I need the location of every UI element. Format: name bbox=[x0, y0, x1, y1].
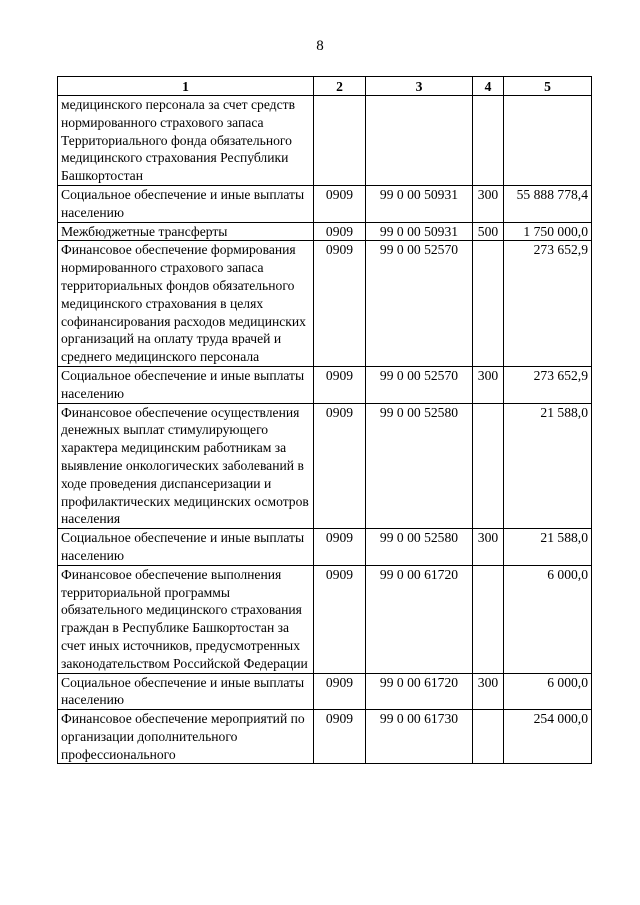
row-amount bbox=[504, 96, 592, 186]
row-section: 0909 bbox=[314, 673, 366, 710]
row-type: 300 bbox=[473, 529, 504, 566]
row-name: Межбюджетные трансферты bbox=[58, 222, 314, 241]
table-row bbox=[58, 529, 592, 566]
row-target: 99 0 00 61720 bbox=[366, 565, 473, 673]
row-amount: 21 588,0 bbox=[504, 403, 592, 529]
table-header-row bbox=[58, 77, 592, 96]
row-name: Социальное обеспечение и иные выплаты населению bbox=[58, 673, 314, 710]
row-name: Финансовое обеспечение осуществления денежных выплат стимулирующего характера медицинским работникам за выявление онкологических заболеваний в ходе проведения диспансеризации и профилактических медицинских осмотров населения bbox=[58, 403, 314, 529]
header-col-2: 2 bbox=[314, 77, 366, 96]
row-section: 0909 bbox=[314, 565, 366, 673]
row-type: 300 bbox=[473, 366, 504, 403]
row-target: 99 0 00 52570 bbox=[366, 366, 473, 403]
row-type: 300 bbox=[473, 673, 504, 710]
row-name: Социальное обеспечение и иные выплаты населению bbox=[58, 366, 314, 403]
row-target: 99 0 00 61720 bbox=[366, 673, 473, 710]
budget-table bbox=[57, 76, 592, 764]
row-target: 99 0 00 50931 bbox=[366, 222, 473, 241]
row-name: Финансовое обеспечение выполнения территориальной программы обязательного медицинского страхования граждан в Республике Башкортостан за счет иных источников, предусмотренных законодательством Российской Федерации bbox=[58, 565, 314, 673]
row-name: медицинского персонала за счет средств нормированного страхового запаса Территориального фонда обязательного медицинского страхования Республики Башкортостан bbox=[58, 96, 314, 186]
row-name: Социальное обеспечение и иные выплаты населению bbox=[58, 529, 314, 566]
row-section: 0909 bbox=[314, 241, 366, 367]
row-target: 99 0 00 52580 bbox=[366, 529, 473, 566]
table-row bbox=[58, 403, 592, 529]
row-amount: 55 888 778,4 bbox=[504, 185, 592, 222]
page-number: 8 bbox=[316, 38, 324, 54]
row-section: 0909 bbox=[314, 403, 366, 529]
row-amount: 273 652,9 bbox=[504, 366, 592, 403]
row-type bbox=[473, 710, 504, 764]
row-section: 0909 bbox=[314, 366, 366, 403]
row-section bbox=[314, 96, 366, 186]
row-amount: 273 652,9 bbox=[504, 241, 592, 367]
table-row bbox=[58, 96, 592, 186]
header-col-1: 1 bbox=[58, 77, 314, 96]
row-target: 99 0 00 50931 bbox=[366, 185, 473, 222]
table-row bbox=[58, 366, 592, 403]
row-name: Финансовое обеспечение мероприятий по организации дополнительного профессионального bbox=[58, 710, 314, 764]
row-amount: 6 000,0 bbox=[504, 565, 592, 673]
row-target: 99 0 00 52580 bbox=[366, 403, 473, 529]
row-type bbox=[473, 96, 504, 186]
row-target bbox=[366, 96, 473, 186]
row-type bbox=[473, 565, 504, 673]
row-type: 300 bbox=[473, 185, 504, 222]
header-col-3: 3 bbox=[366, 77, 473, 96]
row-section: 0909 bbox=[314, 222, 366, 241]
table-row bbox=[58, 185, 592, 222]
row-name: Социальное обеспечение и иные выплаты населению bbox=[58, 185, 314, 222]
table-row bbox=[58, 673, 592, 710]
row-section: 0909 bbox=[314, 529, 366, 566]
row-amount: 254 000,0 bbox=[504, 710, 592, 764]
row-amount: 21 588,0 bbox=[504, 529, 592, 566]
table-row bbox=[58, 241, 592, 367]
table-row bbox=[58, 710, 592, 764]
row-type bbox=[473, 403, 504, 529]
row-section: 0909 bbox=[314, 185, 366, 222]
row-amount: 6 000,0 bbox=[504, 673, 592, 710]
row-name: Финансовое обеспечение формирования нормированного страхового запаса территориальных фондов обязательного медицинского страхования в целях софинансирования расходов медицинских организаций на оплату труда врачей и среднего медицинского персонала bbox=[58, 241, 314, 367]
row-section: 0909 bbox=[314, 710, 366, 764]
table-row bbox=[58, 222, 592, 241]
row-amount: 1 750 000,0 bbox=[504, 222, 592, 241]
header-col-4: 4 bbox=[473, 77, 504, 96]
row-target: 99 0 00 52570 bbox=[366, 241, 473, 367]
row-target: 99 0 00 61730 bbox=[366, 710, 473, 764]
table-row bbox=[58, 565, 592, 673]
row-type bbox=[473, 241, 504, 367]
header-col-5: 5 bbox=[504, 77, 592, 96]
row-type: 500 bbox=[473, 222, 504, 241]
